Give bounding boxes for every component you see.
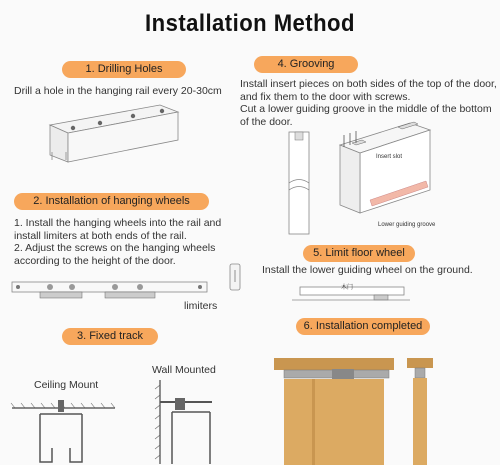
limiters-label: limiters xyxy=(184,300,218,312)
section-floor-text: Install the lower guiding wheel on the ground. xyxy=(262,264,473,276)
section-completed-label: 6. Installation completed xyxy=(296,318,430,335)
section-grooving-text1: Install insert pieces on both sides of the top of the door, and fix them to the door with screws. xyxy=(240,78,497,103)
section-hanging-label: 2. Installation of hanging wheels xyxy=(14,193,209,210)
completed-door-side-illustration xyxy=(405,355,435,465)
door-side-profile xyxy=(285,128,315,238)
wall-mounted-label: Wall Mounted xyxy=(152,364,216,376)
lower-groove-label: Lower guiding groove xyxy=(378,222,436,228)
section-hanging-text2: 2. Adjust the screws on the hanging wheels according to the height of the door. xyxy=(14,242,216,267)
section-floor-label: 5. Limit floor wheel xyxy=(303,245,415,262)
wall-mount-illustration xyxy=(150,380,225,465)
section-hanging-text1: 1. Install the hanging wheels into the rail and install limiters at both ends of the rail. xyxy=(14,217,222,242)
completed-door-illustration xyxy=(272,355,397,465)
section-drilling-label: 1. Drilling Holes xyxy=(62,61,186,78)
section-grooving-text2: Cut a lower guiding groove in the middle of the bottom of the door. xyxy=(240,103,492,128)
door-groove-illustration xyxy=(330,115,440,225)
section-grooving-label: 4. Grooving xyxy=(254,56,358,73)
limiter-icon xyxy=(228,262,242,296)
ceiling-mount-illustration xyxy=(10,400,120,465)
ceiling-mount-label: Ceiling Mount xyxy=(34,379,99,391)
insert-slot-label: Insert slot xyxy=(376,154,403,160)
rail-with-wheels-illustration xyxy=(10,278,210,308)
section-drilling-text: Drill a hole in the hanging rail every 20-30cm xyxy=(14,85,222,97)
section-track-label: 3. Fixed track xyxy=(62,328,158,345)
door-label: 木门 xyxy=(341,285,354,291)
page-title: Installation Method xyxy=(145,10,355,37)
rail-drilled-illustration xyxy=(40,100,190,165)
